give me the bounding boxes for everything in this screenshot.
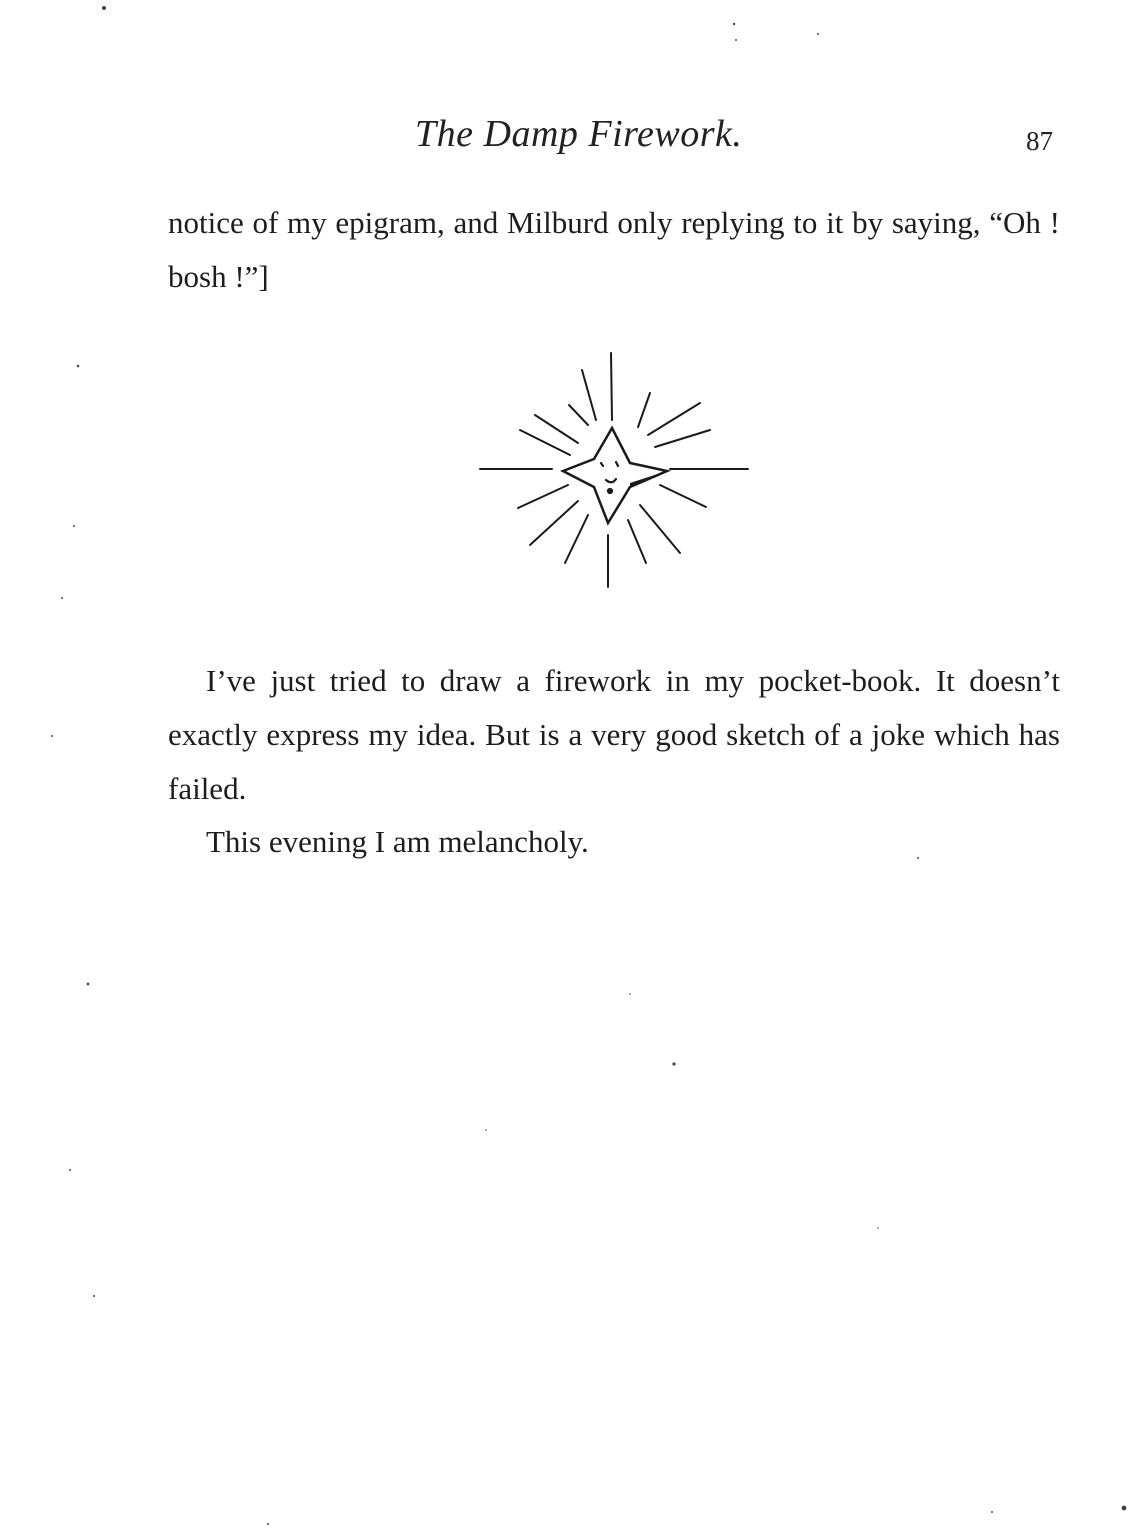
running-title: The Damp Firework.	[415, 113, 743, 155]
firework-star-icon	[470, 345, 760, 595]
page-number: 87	[1026, 126, 1053, 156]
paragraph-melancholy: This evening I am melancholy.	[206, 824, 589, 859]
paragraph-continuation: notice of my epigram, and Milburd only replying to it by saying, “Oh ! bosh !”]	[168, 205, 1060, 294]
paragraph-firework-sketch: I’ve just tried to draw a firework in my pocket-book. It doesn’t exactly express my idea. But is a very good sketch of a joke which has failed.	[168, 663, 1060, 806]
